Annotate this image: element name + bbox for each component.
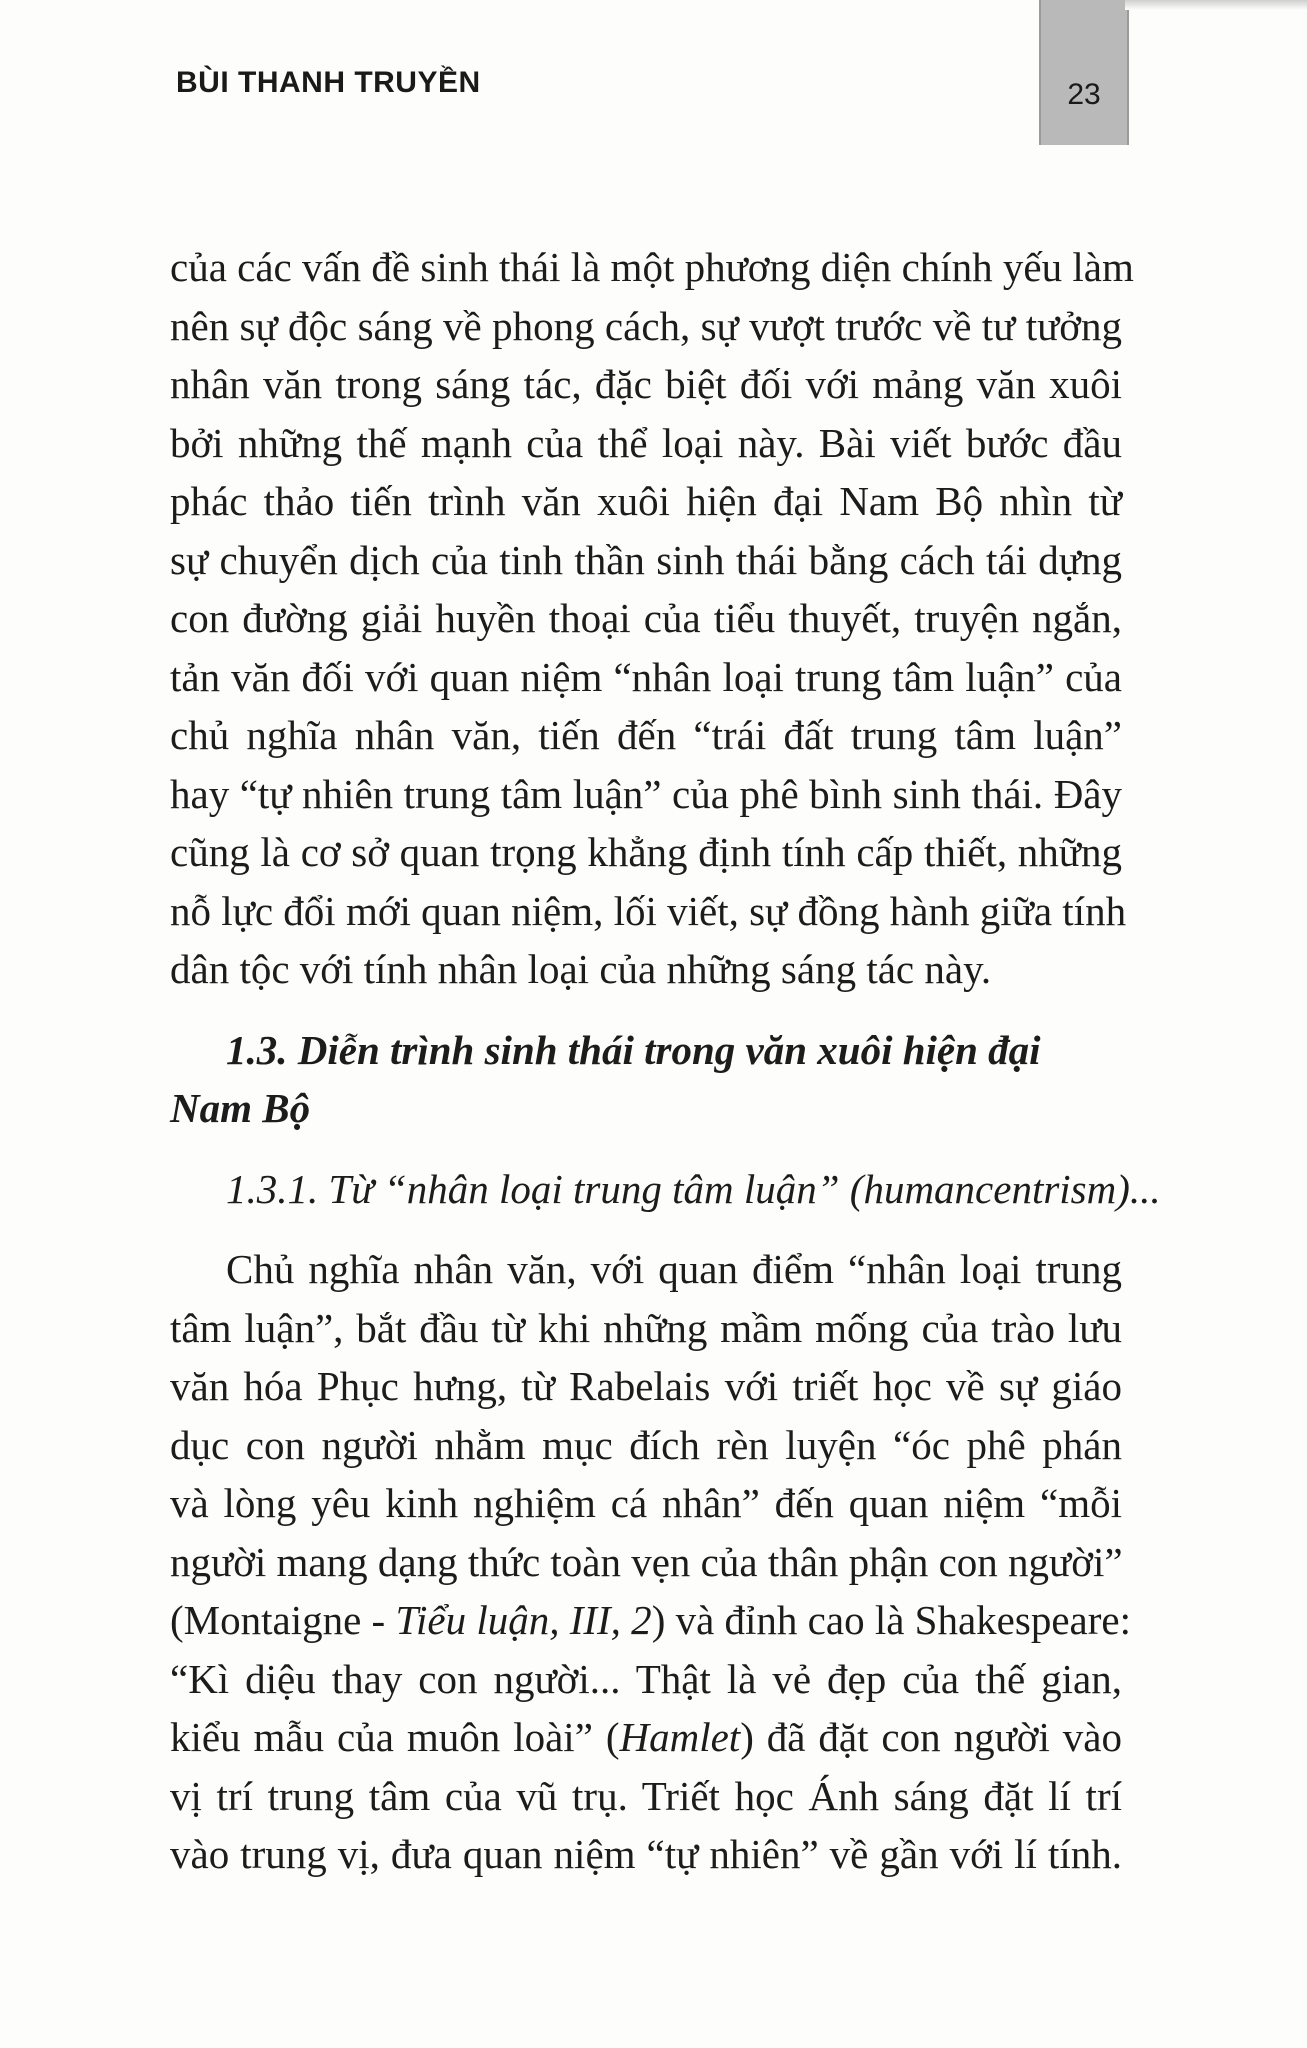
text-line (170, 1708, 1122, 1767)
text-line: phác thảo tiến trình văn xuôi hiện đại Nam Bộ nhìn từ (170, 478, 1122, 524)
sub-heading: 1.3.1. Từ “nhân loại trung tâm luận” (humancentrism)... (226, 1165, 1161, 1212)
text-line: nhân văn trong sáng tác, đặc biệt đối với mảng văn xuôi (170, 361, 1122, 407)
text-line: vị trí trung tâm của vũ trụ. Triết học Ánh sáng đặt lí trí (170, 1772, 1122, 1819)
page-edge-shadow (1125, 0, 1307, 10)
spacer (170, 999, 1122, 1021)
text-line: và lòng yêu kinh nghiệm cá nhân” đến quan niệm “mỗi (170, 1480, 1122, 1526)
text-line: dục con người nhằm mục đích rèn luyện “óc phê phán (170, 1421, 1122, 1468)
paragraph-1 (170, 238, 1134, 999)
text-line: văn hóa Phục hưng, từ Rabelais với triết học về sự giáo (170, 1363, 1122, 1409)
citation-title: Tiểu luận, III, 2 (395, 1597, 652, 1643)
text-run: kiểu mẫu của muôn loài” ( (170, 1714, 620, 1760)
text-line: dân tộc với tính nhân loại của những sáng tác này. (170, 946, 992, 992)
text-run: ) đã đặt con người vào (740, 1714, 1122, 1760)
text-run: (Montaigne - (170, 1597, 396, 1643)
citation-title: Hamlet (619, 1714, 741, 1760)
page-number-tab (1039, 0, 1129, 145)
text-line: người mang dạng thức toàn vẹn của thân phận con người” (170, 1538, 1123, 1585)
spacer (170, 1138, 1122, 1160)
text-line: chủ nghĩa nhân văn, tiến đến “trái đất trung tâm luận” (170, 712, 1122, 758)
text-line: sự chuyển dịch của tinh thần sinh thái bằng cách tái dựng (170, 536, 1122, 583)
text-line: của các vấn đề sinh thái là một phương diện chính yếu làm (170, 244, 1134, 290)
text-line (170, 1591, 1131, 1650)
text-line: vào trung vị, đưa quan niệm “tự nhiên” về gần với lí tính. (170, 1831, 1122, 1877)
section-heading-line: 1.3. Diễn trình sinh thái trong văn xuôi hiện đại (226, 1026, 1041, 1073)
text-line: nỗ lực đổi mới quan niệm, lối viết, sự đồng hành giữa tính (170, 887, 1127, 934)
text-line: con đường giải huyền thoại của tiểu thuyết, truyện ngắn, (170, 595, 1122, 641)
text-line: Chủ nghĩa nhân văn, với quan điểm “nhân loại trung (226, 1246, 1122, 1292)
section-heading-line: Nam Bộ (170, 1085, 311, 1131)
text-run: ) và đỉnh cao là Shakespeare: (651, 1597, 1131, 1643)
running-header-author: BÙI THANH TRUYỀN (176, 66, 481, 99)
section-heading (170, 1021, 1122, 1138)
text-line: bởi những thế mạnh của thể loại này. Bài viết bước đầu (170, 419, 1122, 466)
text-line: nên sự độc sáng về phong cách, sự vượt trước về tư tưởng (170, 302, 1122, 349)
paragraph-2 (170, 1240, 1131, 1884)
page-number: 23 (1067, 78, 1101, 111)
body-text (170, 238, 1161, 1884)
text-line: cũng là cơ sở quan trọng khẳng định tính cấp thiết, những (170, 829, 1122, 875)
text-line: tâm luận”, bắt đầu từ khi những mầm mống của trào lưu (170, 1304, 1122, 1351)
text-line: hay “tự nhiên trung tâm luận” của phê bình sinh thái. Đây (170, 770, 1122, 817)
text-line: “Kì diệu thay con người... Thật là vẻ đẹp của thế gian, (170, 1655, 1122, 1702)
text-line: tản văn đối với quan niệm “nhân loại trung tâm luận” của (170, 653, 1122, 700)
spacer (170, 1218, 1122, 1240)
